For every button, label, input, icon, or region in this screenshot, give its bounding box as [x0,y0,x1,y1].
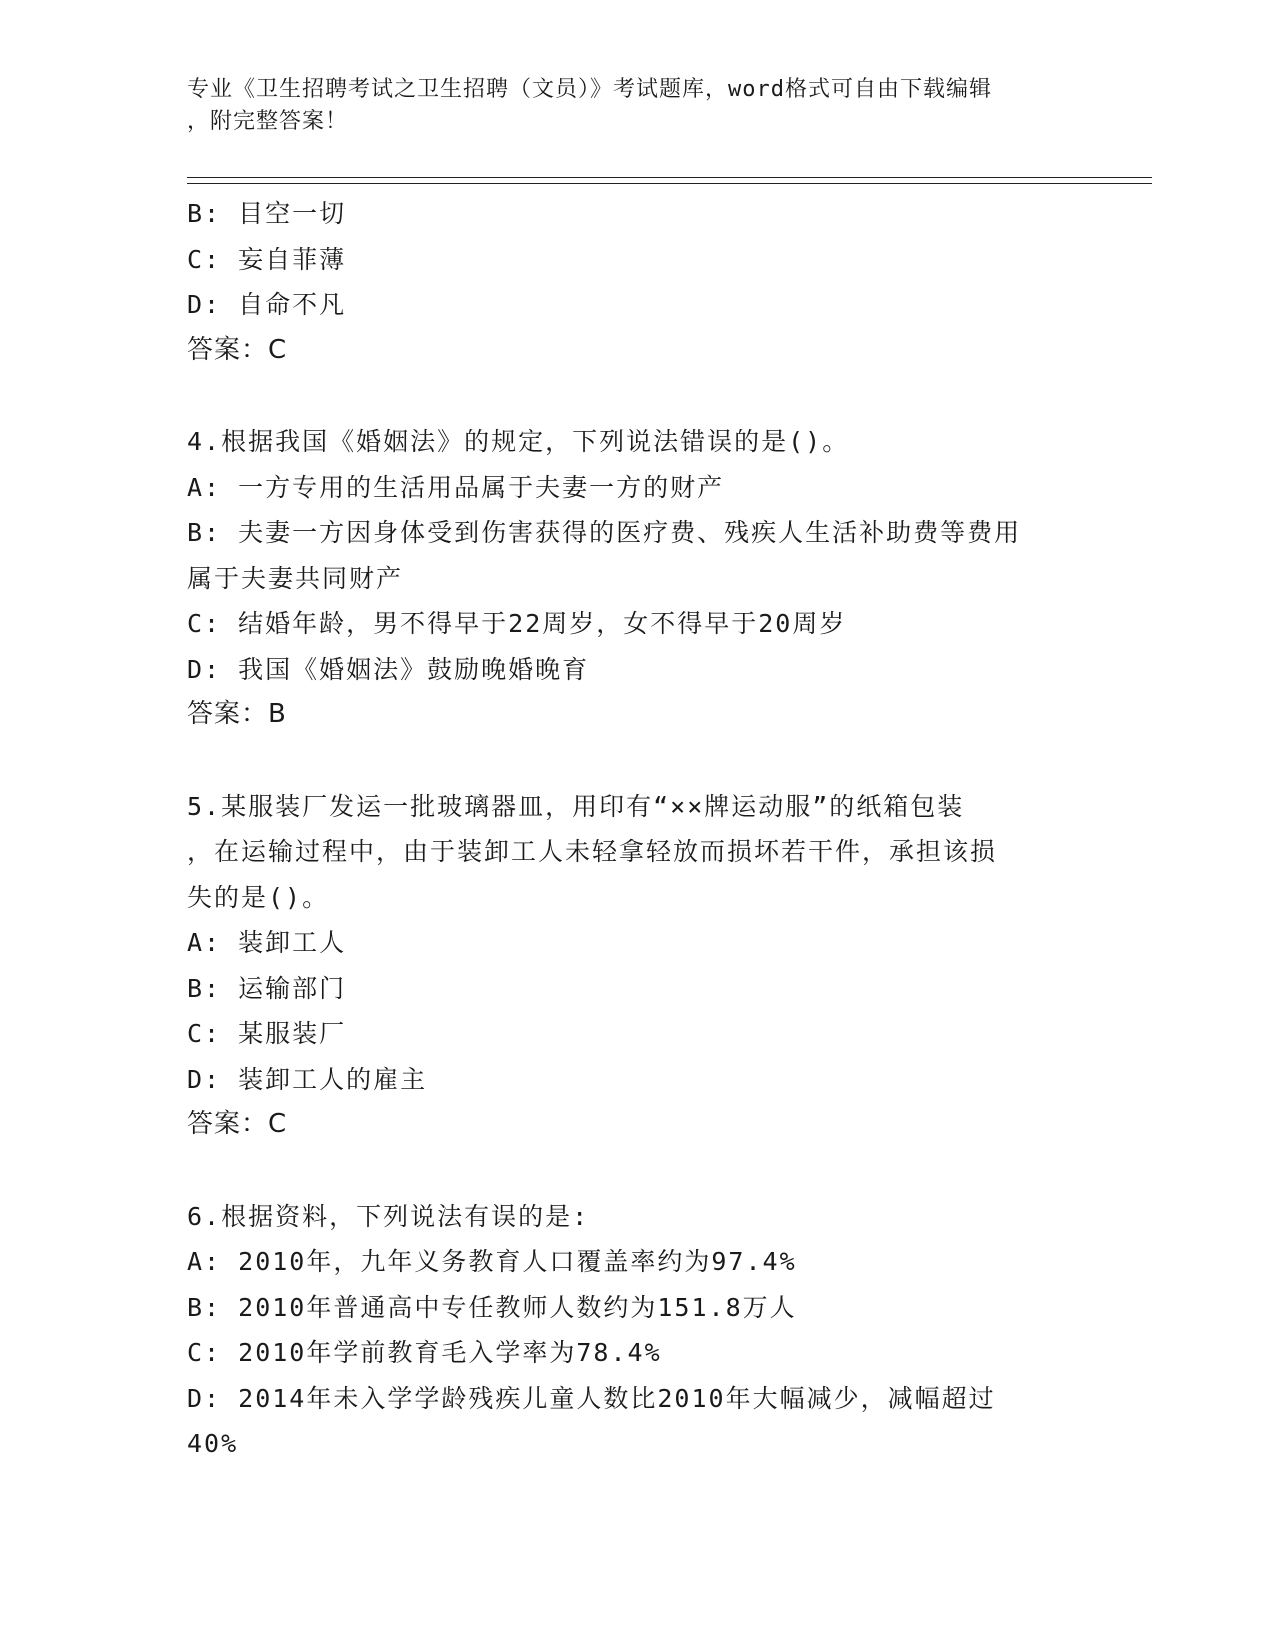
question-3-continued [187,191,1087,373]
spacer [187,1148,1087,1194]
header-divider-top [187,177,1152,178]
option-a: A: 一方专用的生活用品属于夫妻一方的财产 [187,472,725,502]
option-c: C: 妄自菲薄 [187,244,347,274]
option-d: D: 装卸工人的雇主 [187,1064,428,1094]
question-4 [187,419,1087,738]
header-divider-bottom [187,183,1152,184]
header-title-line2: ，附完整答案！ [187,109,349,134]
option-b-continued: 属于夫妻共同财产 [187,563,404,593]
question-stem: 6.根据资料，下列说法有误的是: [187,1201,590,1231]
header-title-line1: 专业《卫生招聘考试之卫生招聘（文员）》考试题库，word格式可自由下载编辑 [187,77,992,102]
question-stem-continued: 失的是()。 [187,882,330,912]
question-stem-continued: ，在运输过程中，由于装卸工人未轻拿轻放而损坏若干件，承担该损 [187,837,998,866]
option-d: D: 2014年未入学学龄残疾儿童人数比2010年大幅减少，减幅超过 [187,1383,996,1413]
question-5 [187,784,1087,1148]
question-list [187,191,1087,1467]
answer-line: 答案：C [187,1109,288,1139]
question-6 [187,1194,1087,1467]
spacer [187,373,1087,419]
question-stem: 5.某服装厂发运一批玻璃器皿，用印有“××牌运动服”的纸箱包装 [187,791,965,821]
option-c: C: 结婚年龄，男不得早于22周岁，女不得早于20周岁 [187,609,847,638]
option-b: B: 目空一切 [187,199,347,228]
option-c: C: 2010年学前教育毛入学率为78.4% [187,1338,662,1367]
option-c: C: 某服装厂 [187,1019,347,1048]
document-header [187,74,1067,138]
option-a: A: 2010年，九年义务教育人口覆盖率约为97.4% [187,1247,797,1276]
option-a: A: 装卸工人 [187,928,347,957]
answer-line: 答案：B [187,699,287,729]
option-d: D: 我国《婚姻法》鼓励晚婚晚育 [187,654,590,684]
option-d-continued: 40% [187,1429,239,1458]
option-b: B: 运输部门 [187,973,347,1003]
question-stem: 4.根据我国《婚姻法》的规定，下列说法错误的是()。 [187,427,850,456]
option-b: B: 夫妻一方因身体受到伤害获得的医疗费、残疾人生活补助费等费用 [187,518,1022,547]
option-d: D: 自命不凡 [187,290,347,319]
spacer [187,738,1087,784]
option-b: B: 2010年普通高中专任教师人数约为151.8万人 [187,1292,797,1322]
answer-line: 答案：C [187,334,288,365]
